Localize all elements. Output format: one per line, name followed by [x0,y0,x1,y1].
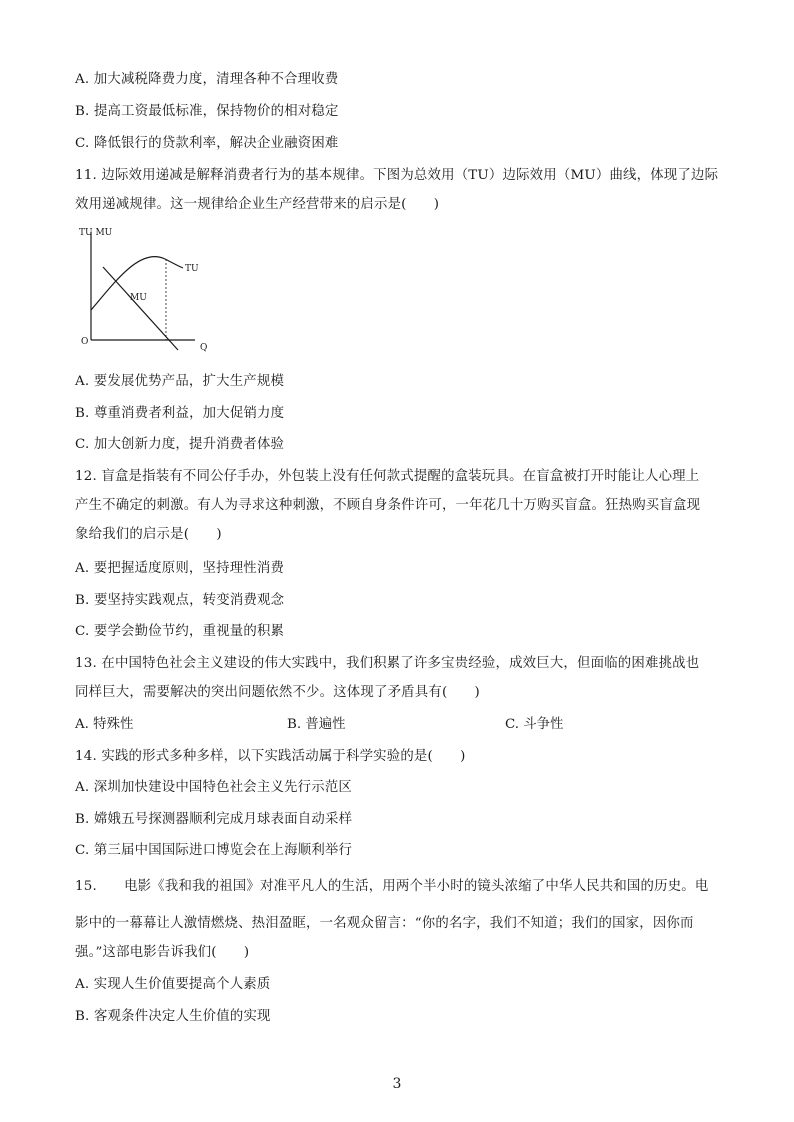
page-number: 3 [392,1076,402,1092]
graph-origin-label: O [81,337,89,347]
q11-option-a: A. 要发展优势产品，扩大生产规模 [75,374,285,389]
q15-option-b: B. 客观条件决定人生价值的实现 [75,1009,271,1024]
q12-option-a: A. 要把握适度原则，坚持理性消费 [75,561,285,576]
q13-stem-line-1: 13. 在中国特色社会主义建设的伟大实践中，我们积累了许多宝贵经验，成效巨大，但面临的困难挑战也 [75,656,700,671]
q14-stem-line-1: 14. 实践的形式多种多样，以下实践活动属于科学实验的是( ) [75,749,466,764]
q11-option-c: C. 加大创新力度，提升消费者体验 [75,437,285,452]
q13-stem-line-2: 同样巨大，需要解决的突出问题依然不少。这体现了矛盾具有( ) [75,685,480,700]
q15-option-a: A. 实现人生价值要提高个人素质 [75,977,271,992]
q13-option-c: C. 斗争性 [505,717,564,732]
q10-option-b: B. 提高工资最低标准，保持物价的相对稳定 [75,104,339,119]
q10-option-a: A. 加大减税降费力度，清理各种不合理收费 [75,72,339,87]
q15-stem-line-2: 影中的一幕幕让人激情燃烧、热泪盈眶，一名观众留言：“你的名字，我们不知道；我们的国家，因你而 [75,916,694,931]
tu-mu-graph [70,222,220,356]
q13-option-a: A. 特殊性 [75,717,134,732]
graph-x-label: Q [200,343,208,353]
q11-stem-line-2: 效用递减规律。这一规律给企业生产经营带来的启示是( ) [75,197,440,212]
q14-option-a: A. 深圳加快建设中国特色社会主义先行示范区 [75,780,353,795]
q12-stem-line-3: 象给我们的启示是( ) [75,527,222,542]
q10-option-c: C. 降低银行的贷款利率，解决企业融资困难 [75,136,339,151]
q15-stem-line-1: 15. 电影《我和我的祖国》对准平凡人的生活，用两个半小时的镜头浓缩了中华人民共和国的历史。电 [75,879,709,894]
q12-stem-line-2: 产生不确定的刺激。有人为寻求这种刺激，不顾自身条件许可，一年花几十万购买盲盒。狂热购买盲盒现 [75,498,701,513]
q15-stem-line-3: 强。”这部电影告诉我们( ) [75,945,250,960]
q11-stem-line-1: 11. 边际效用递减是解释消费者行为的基本规律。下图为总效用（TU）边际效用（MU）曲线，体现了边际 [75,168,719,183]
mu-line [103,267,178,350]
graph-y-label: TU MU [79,228,113,238]
q11-option-b: B. 尊重消费者利益，加大促销力度 [75,406,285,421]
q12-option-b: B. 要坚持实践观点，转变消费观念 [75,593,285,608]
q14-option-c: C. 第三届中国国际进口博览会在上海顺利举行 [75,843,353,858]
q13-option-b: B. 普遍性 [287,717,346,732]
q12-option-c: C. 要学会勤俭节约，重视量的积累 [75,624,285,639]
q14-option-b: B. 嫦娥五号探测器顺利完成月球表面自动采样 [75,812,353,827]
q12-stem-line-1: 12. 盲盒是指装有不同公仔手办，外包装上没有任何款式提醒的盒装玩具。在盲盒被打开时能让人心理上 [75,469,700,484]
graph-tu-label: TU [185,264,199,274]
graph-mu-label: MU [130,293,147,303]
